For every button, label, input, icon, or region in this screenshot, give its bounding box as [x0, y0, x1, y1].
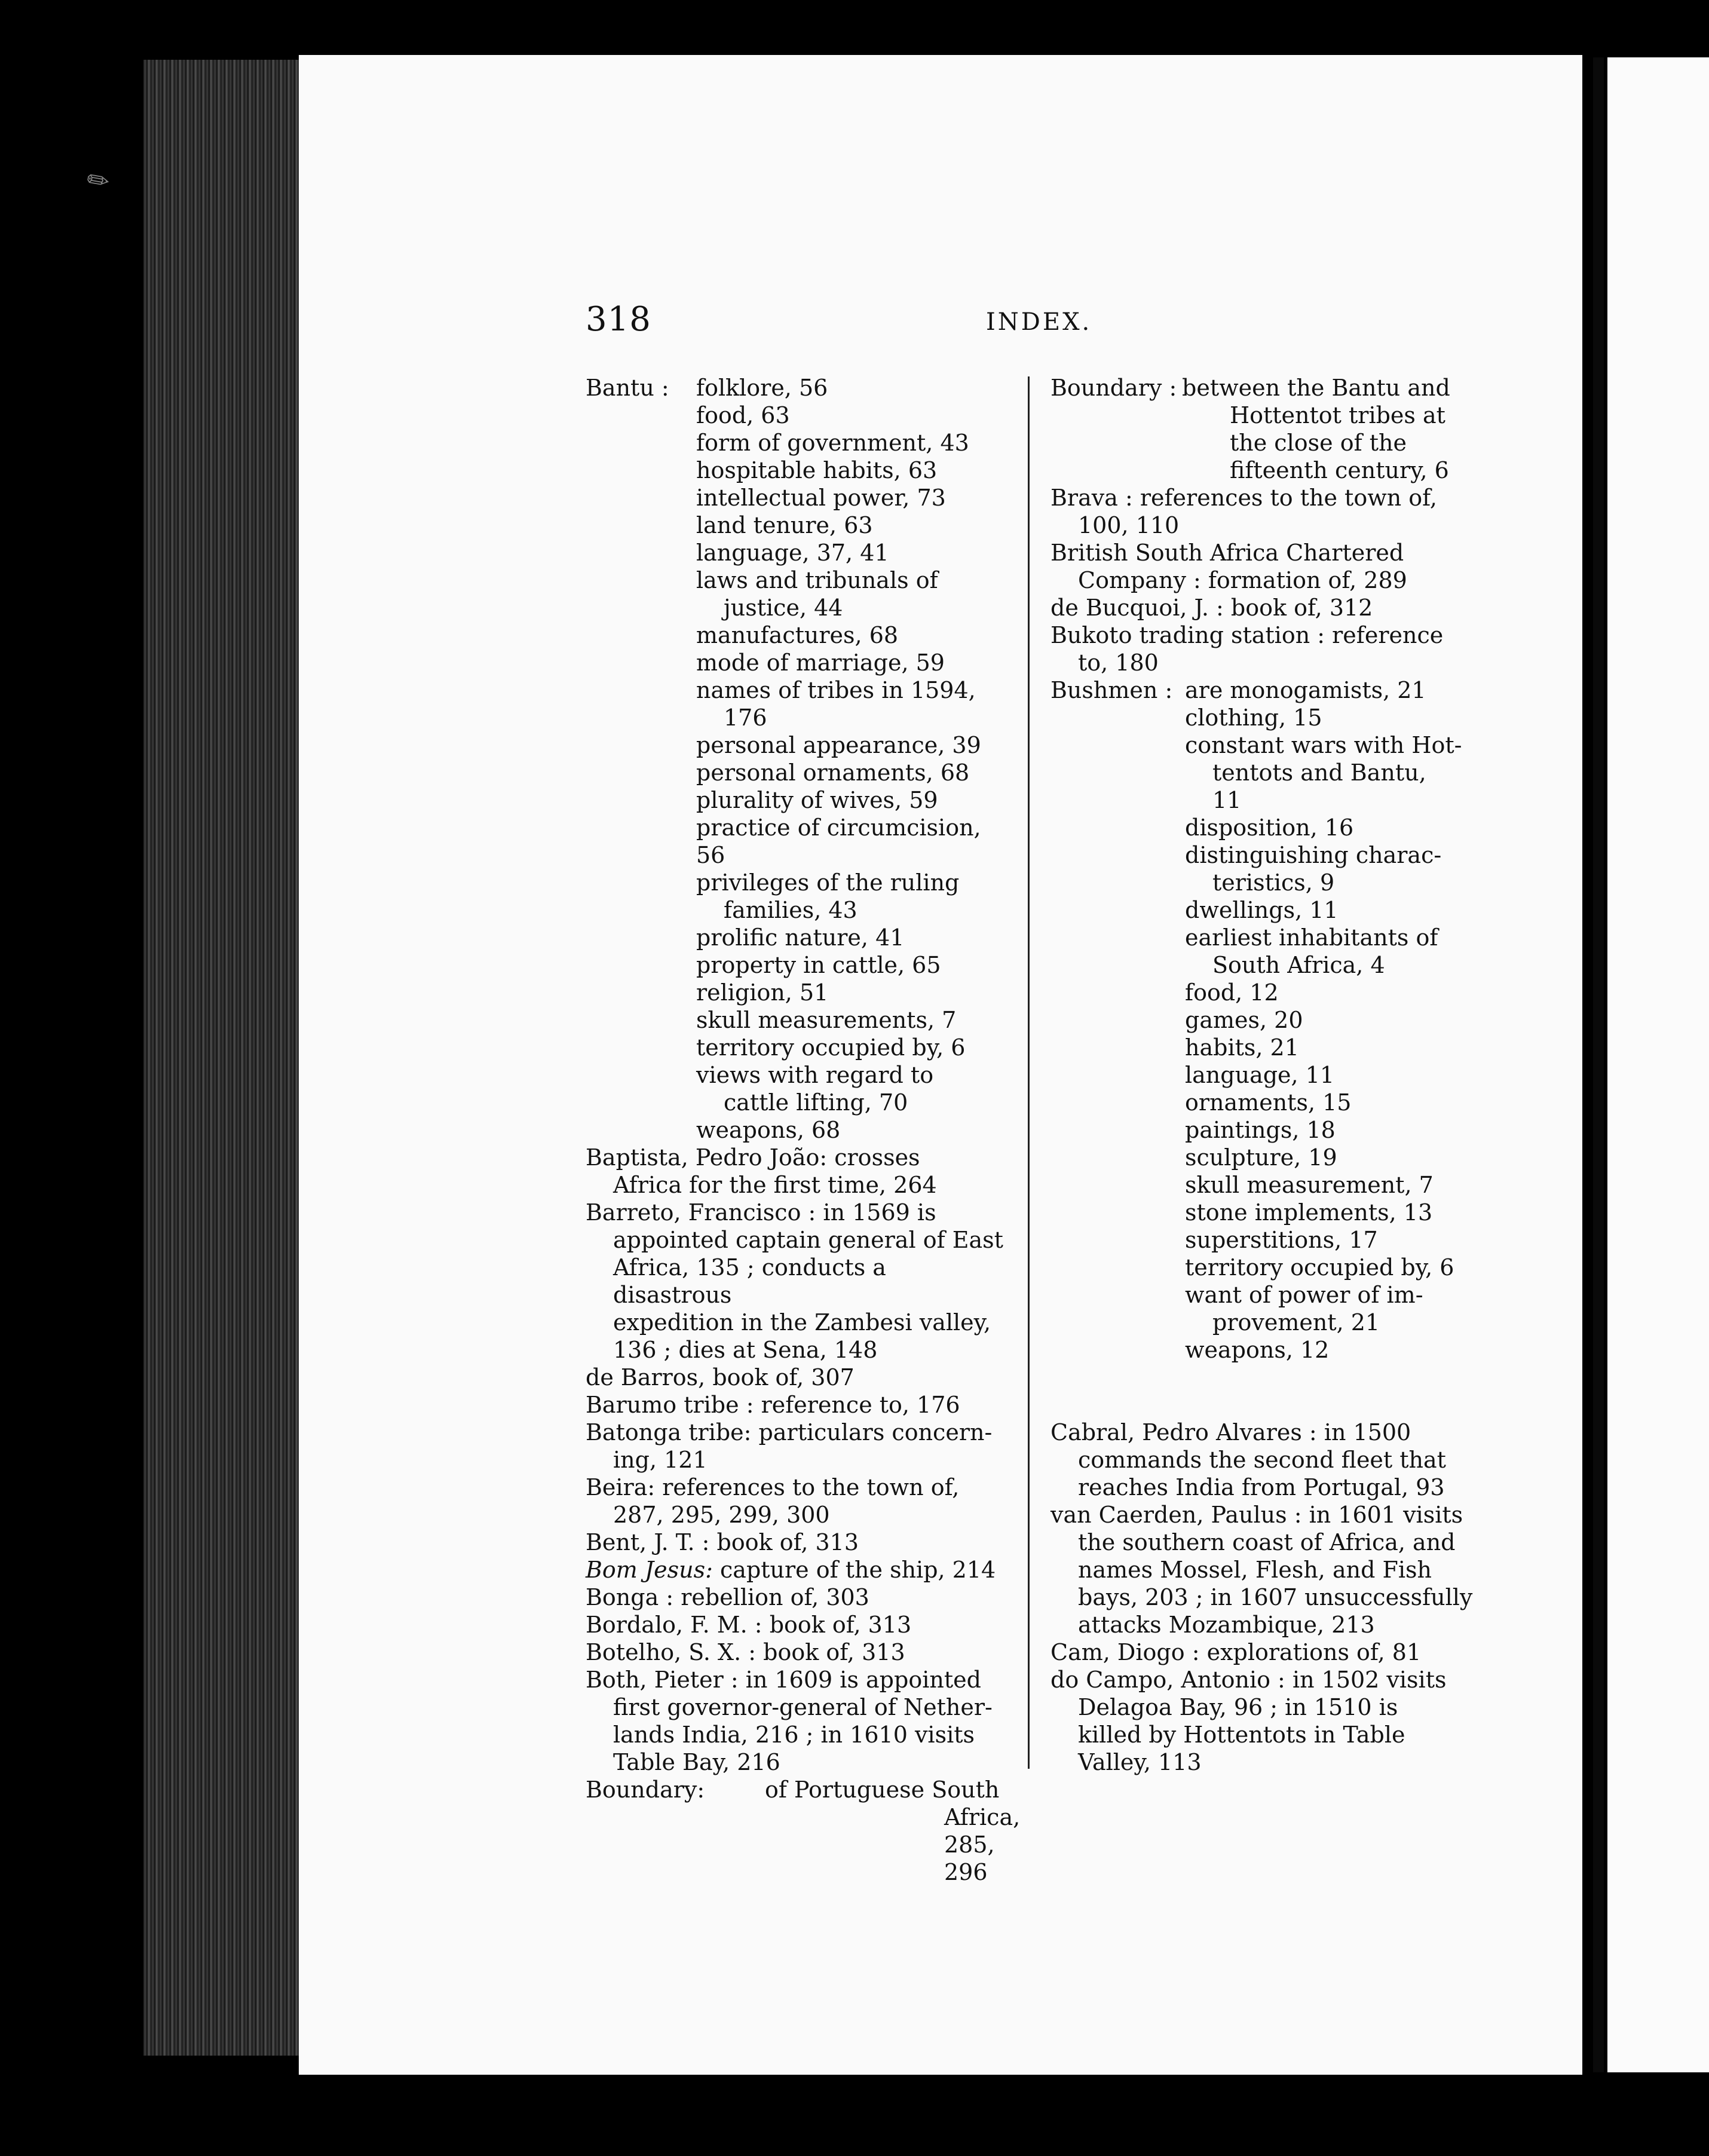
subentry-continuation: teristics, 9 [1212, 869, 1335, 896]
page-number: 318 [586, 300, 651, 339]
subentry-line: language, 11 [1185, 1062, 1335, 1088]
subentry-list [1185, 676, 1474, 1364]
entry-line: of Portuguese South [765, 1777, 1000, 1803]
entry-continuation: bays, 203 ; in 1607 unsuccessfully [1078, 1584, 1473, 1610]
subentry-line: privileges of the ruling [696, 869, 960, 896]
entry-continuation: expedition in the Zambesi valley, [613, 1309, 991, 1336]
entry-line: the close of the [1230, 430, 1407, 456]
entry-line: Africa, 285, 296 [944, 1804, 1021, 1885]
subentry-line: weapons, 12 [1185, 1337, 1330, 1363]
subentry [696, 539, 1010, 566]
entry-line: do Campo, Antonio : in 1502 visits [1050, 1667, 1447, 1693]
column-divider [1028, 376, 1030, 1769]
subentry-line: ornaments, 15 [1185, 1089, 1352, 1116]
entry-line: Bent, J. T. : book of, 313 [586, 1529, 859, 1555]
entry-line: fifteenth century, 6 [1230, 457, 1449, 483]
subentry [1185, 731, 1474, 814]
entry-line: Beira: references to the town of, [586, 1474, 960, 1500]
subentry-line: paintings, 18 [1185, 1117, 1336, 1143]
entry-line: between the Bantu and [1182, 375, 1450, 401]
entry-group [1050, 484, 1474, 676]
subentry-line: laws and tribunals of [696, 567, 938, 593]
subentry-line: views with regard to [696, 1062, 934, 1088]
index-term: Boundary: [586, 1777, 705, 1803]
subentry [696, 924, 1010, 951]
entry-continuation: 136 ; dies at Sena, 148 [613, 1337, 878, 1363]
subentry [696, 621, 1010, 649]
subentry-line: hospitable habits, 63 [696, 457, 938, 483]
entry-line: Botelho, S. X. : book of, 313 [586, 1639, 905, 1665]
subentry [696, 1006, 1010, 1034]
subentry [1185, 676, 1474, 704]
index-term: Bantu : [586, 375, 669, 401]
subentry-line: personal ornaments, 68 [696, 760, 970, 786]
subentry-line: names of tribes in 1594, [696, 677, 976, 703]
subentry [696, 1116, 1010, 1144]
subentry-line: superstitions, 17 [1185, 1227, 1378, 1253]
entry-line: Bukoto trading station : reference [1050, 622, 1444, 648]
entry-continuation: 100, 110 [1078, 512, 1180, 538]
index-entry-bom-jesus [586, 1556, 1010, 1584]
index-entry [1050, 1639, 1474, 1666]
index-entry [586, 1584, 1010, 1611]
subentry [696, 759, 1010, 786]
entry-group [1050, 1419, 1474, 1776]
running-head: INDEX. [986, 308, 1092, 336]
subentry [1185, 1116, 1474, 1144]
index-entry [586, 1364, 1010, 1391]
subentry-continuation: justice, 44 [724, 595, 843, 621]
entry-continuation: the southern coast of Africa, and [1078, 1529, 1456, 1555]
index-entry [586, 1391, 1010, 1419]
subentry-continuation: South Africa, 4 [1212, 952, 1385, 978]
subentry-line: clothing, 15 [1185, 705, 1322, 731]
subentry [696, 484, 1010, 512]
subentry-line: property in cattle, 65 [696, 952, 941, 978]
entry-continuation: Africa, 135 ; conducts a disastrous [613, 1254, 886, 1308]
book-spine-edge [143, 60, 305, 2056]
entry-continuation: lands India, 216 ; in 1610 visits [613, 1722, 975, 1748]
index-entry [1050, 484, 1474, 539]
subentry-line: skull measurement, 7 [1185, 1172, 1434, 1198]
subentry-line: want of power of im- [1185, 1282, 1423, 1308]
subentry-line: food, 12 [1185, 979, 1279, 1006]
entry-continuation: Valley, 113 [1078, 1749, 1202, 1775]
subentry [1185, 1281, 1474, 1336]
subentry-line: dwellings, 11 [1185, 897, 1339, 923]
subentry-line: are monogamists, 21 [1185, 677, 1426, 703]
index-term: Boundary : [1050, 375, 1177, 401]
entry-continuation: Delagoa Bay, 96 ; in 1510 is [1078, 1694, 1398, 1720]
subentry-continuation: tentots and Bantu, [1212, 760, 1426, 786]
index-entry-boundary-bantu-hottentot [1050, 374, 1474, 484]
subentry [1185, 1061, 1474, 1089]
subentry [696, 374, 1010, 402]
subentry [1185, 1254, 1474, 1281]
index-entry-bantu [586, 374, 1010, 1144]
index-entry [1050, 1419, 1474, 1501]
subentry-line: stone implements, 13 [1185, 1199, 1433, 1226]
index-column-left [586, 374, 1021, 1886]
subentry-line: practice of circumcision, 56 [696, 814, 981, 868]
index-entry [586, 1529, 1010, 1556]
subentry-line: skull measurements, 7 [696, 1007, 957, 1033]
entry-continuation: appointed captain general of East [613, 1227, 1003, 1253]
subentry-line: form of government, 43 [696, 430, 969, 456]
section-gap [1050, 1364, 1474, 1419]
subentry-list [696, 374, 1010, 1144]
subentry-line: constant wars with Hot- [1185, 732, 1462, 758]
entry-line: Both, Pieter : in 1609 is appointed [586, 1667, 981, 1693]
subentry-continuation: provement, 21 [1212, 1309, 1380, 1336]
subentry [696, 649, 1010, 676]
subentry-line: earliest inhabitants of [1185, 924, 1438, 951]
index-entry [586, 1639, 1010, 1666]
subentry [1185, 1336, 1474, 1364]
index-entry [1050, 1501, 1474, 1639]
margin-pencil-mark: ✎ [81, 162, 117, 200]
index-term: Bushmen : [1050, 677, 1173, 703]
index-entry-boundary-portuguese [586, 1776, 1021, 1886]
subentry [696, 676, 1010, 731]
subentry-line: games, 20 [1185, 1007, 1303, 1033]
subentry-continuation: 176 [724, 705, 767, 731]
entry-continuation: 287, 295, 299, 300 [613, 1502, 830, 1528]
entry-continuation: attacks Mozambique, 213 [1078, 1612, 1375, 1638]
index-entry [586, 1199, 1010, 1364]
entry-line: Barreto, Francisco : in 1569 is [586, 1199, 936, 1226]
index-entry [586, 1419, 1010, 1474]
subentry-continuation: cattle lifting, 70 [724, 1089, 908, 1116]
subentry-continuation: families, 43 [724, 897, 857, 923]
subentry-line: manufactures, 68 [696, 622, 899, 648]
subentry-line: religion, 51 [696, 979, 829, 1006]
entry-line: Barumo tribe : reference to, 176 [586, 1392, 960, 1418]
index-entry-bushmen [1050, 676, 1474, 1364]
entry-line: Cam, Diogo : explorations of, 81 [1050, 1639, 1422, 1665]
subentry [696, 979, 1010, 1006]
subentry-line: plurality of wives, 59 [696, 787, 938, 813]
entry-line: de Barros, book of, 307 [586, 1364, 854, 1391]
entry-line: Baptista, Pedro João: crosses [586, 1144, 920, 1171]
subentry [1185, 1171, 1474, 1199]
index-entry [1050, 594, 1474, 621]
subentry [1185, 896, 1474, 924]
entry-continuation: names Mossel, Flesh, and Fish [1078, 1557, 1432, 1583]
entry-continuation: first governor-general of Nether- [613, 1694, 993, 1720]
entry-continuation: ing, 121 [613, 1447, 708, 1473]
subentry [696, 566, 1010, 621]
subentry [696, 869, 1010, 924]
entry-group [586, 1144, 1010, 1556]
entry-continuation: commands the second fleet that [1078, 1447, 1446, 1473]
index-entry [1050, 1666, 1474, 1776]
subentry [696, 814, 1010, 869]
subentry-line: folklore, 56 [696, 375, 828, 401]
subentry-line: territory occupied by, 6 [696, 1034, 966, 1061]
entry-continuation: Company : formation of, 289 [1078, 567, 1407, 593]
subentry [696, 429, 1010, 457]
subentry-line: language, 37, 41 [696, 540, 889, 566]
subentry [1185, 979, 1474, 1006]
entry-line: Brava : references to the town of, [1050, 485, 1437, 511]
subentry-line: sculpture, 19 [1185, 1144, 1337, 1171]
entry-text: capture of the ship, 214 [712, 1557, 996, 1583]
entry-line: British South Africa Chartered [1050, 540, 1404, 566]
subentry [1185, 1006, 1474, 1034]
subentry-line: intellectual power, 73 [696, 485, 946, 511]
subentry [1185, 1199, 1474, 1226]
subentry [1185, 704, 1474, 731]
entry-continuation: Table Bay, 216 [613, 1749, 780, 1775]
subentry-line: mode of marriage, 59 [696, 650, 945, 676]
subentry [696, 731, 1010, 759]
subentry [1185, 1089, 1474, 1116]
ship-name: Bom Jesus: [586, 1557, 713, 1583]
entry-line: Bordalo, F. M. : book of, 313 [586, 1612, 912, 1638]
entry-continuation: Africa for the first time, 264 [613, 1172, 937, 1198]
subentry-line: weapons, 68 [696, 1117, 841, 1143]
index-entry [586, 1144, 1010, 1199]
entry-line: van Caerden, Paulus : in 1601 visits [1050, 1502, 1463, 1528]
subentry-line: food, 63 [696, 402, 790, 428]
subentry [1185, 841, 1474, 896]
subentry [696, 402, 1010, 429]
subentry [1185, 1226, 1474, 1254]
subentry-line: prolific nature, 41 [696, 924, 905, 951]
index-entry [1050, 539, 1474, 594]
subentry-line: territory occupied by, 6 [1185, 1254, 1454, 1281]
subentry [696, 786, 1010, 814]
facing-page-edge [1607, 57, 1709, 2072]
page-gutter [1593, 57, 1604, 2072]
entry-continuation: to, 180 [1078, 650, 1159, 676]
index-entry [1050, 621, 1474, 676]
subentry-line: distinguishing charac- [1185, 842, 1442, 868]
entry-group [586, 1584, 1010, 1776]
subentry [1185, 924, 1474, 979]
subentry [1185, 814, 1474, 841]
subentry-continuation: 11 [1212, 787, 1242, 813]
subentry-line: disposition, 16 [1185, 814, 1354, 841]
subentry-line: personal appearance, 39 [696, 732, 981, 758]
entry-line: Bonga : rebellion of, 303 [586, 1584, 869, 1610]
subentry [1185, 1144, 1474, 1171]
index-entry [586, 1474, 1010, 1529]
entry-continuation: killed by Hottentots in Table [1078, 1722, 1405, 1748]
subentry [696, 457, 1010, 484]
subentry-line: land tenure, 63 [696, 512, 873, 538]
subentry [696, 1034, 1010, 1061]
subentry [1185, 1034, 1474, 1061]
index-entry [586, 1611, 1010, 1639]
subentry [696, 1061, 1010, 1116]
entry-line: Hottentot tribes at [1230, 402, 1445, 428]
entry-line: Batonga tribe: particulars concern- [586, 1419, 993, 1446]
index-entry [586, 1666, 1010, 1776]
subentry-line: habits, 21 [1185, 1034, 1299, 1061]
entry-line: de Bucquoi, J. : book of, 312 [1050, 595, 1373, 621]
index-column-right [1050, 374, 1474, 1776]
subentry [696, 512, 1010, 539]
entry-continuation: reaches India from Portugal, 93 [1078, 1474, 1445, 1500]
entry-line: Cabral, Pedro Alvares : in 1500 [1050, 1419, 1411, 1446]
subentry [696, 951, 1010, 979]
